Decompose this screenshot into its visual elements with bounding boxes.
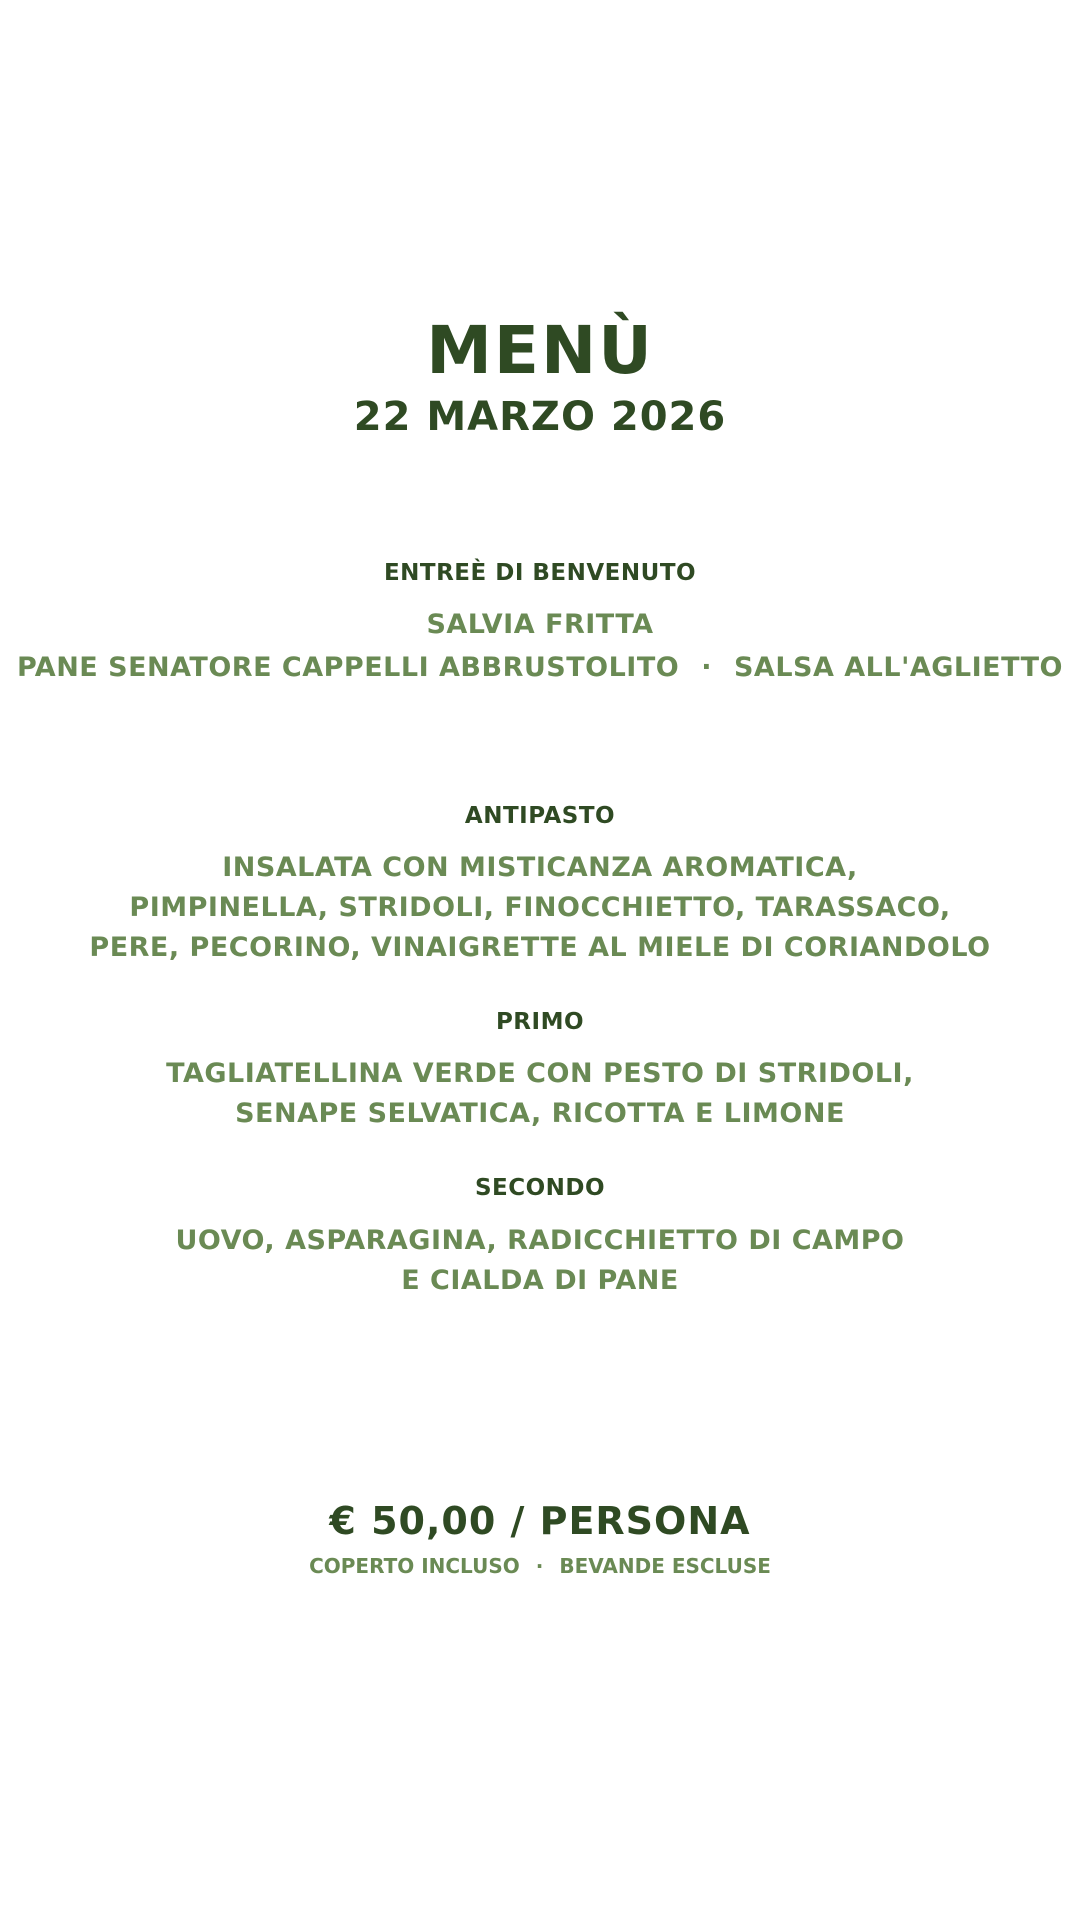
price-note-separator: · xyxy=(535,1554,544,1578)
secondo-line-2: E CIALDA DI PANE xyxy=(401,1265,679,1296)
price: € 50,00 / PERSONA xyxy=(329,1499,751,1543)
antipasto-line-2: PIMPINELLA, STRIDOLI, FINOCCHIETTO, TARASSACO, xyxy=(129,892,951,923)
antipasto-line-1: INSALATA CON MISTICANZA AROMATICA, xyxy=(222,852,858,883)
primo-heading: PRIMO xyxy=(495,1009,585,1035)
menu-title: MENÙ xyxy=(426,312,654,389)
antipasto-heading: ANTIPASTO xyxy=(464,803,616,829)
primo-line-1: TAGLIATELLINA VERDE CON PESTO DI STRIDOLI, xyxy=(166,1058,914,1089)
entree-separator: · xyxy=(701,652,712,683)
menu-date: 22 MARZO 2026 xyxy=(353,394,727,440)
secondo-line-1: UOVO, ASPARAGINA, RADICCHIETTO DI CAMPO xyxy=(175,1225,905,1256)
secondo-heading: SECONDO xyxy=(474,1175,606,1201)
entree-item-2 xyxy=(0,654,1080,681)
entree-item-1: SALVIA FRITTA xyxy=(426,609,654,640)
price-note xyxy=(0,1556,1080,1576)
entree-item-2-left: PANE SENATORE CAPPELLI ABBRUSTOLITO xyxy=(16,652,680,683)
primo-line-2: SENAPE SELVATICA, RICOTTA E LIMONE xyxy=(235,1098,845,1129)
price-note-left: COPERTO INCLUSO xyxy=(309,1554,520,1578)
entree-heading: ENTREÈ DI BENVENUTO xyxy=(383,560,697,586)
entree-item-2-right: SALSA ALL'AGLIETTO xyxy=(733,652,1064,683)
price-note-right: BEVANDE ESCLUSE xyxy=(559,1554,771,1578)
antipasto-line-3: PERE, PECORINO, VINAIGRETTE AL MIELE DI CORIANDOLO xyxy=(89,932,991,963)
